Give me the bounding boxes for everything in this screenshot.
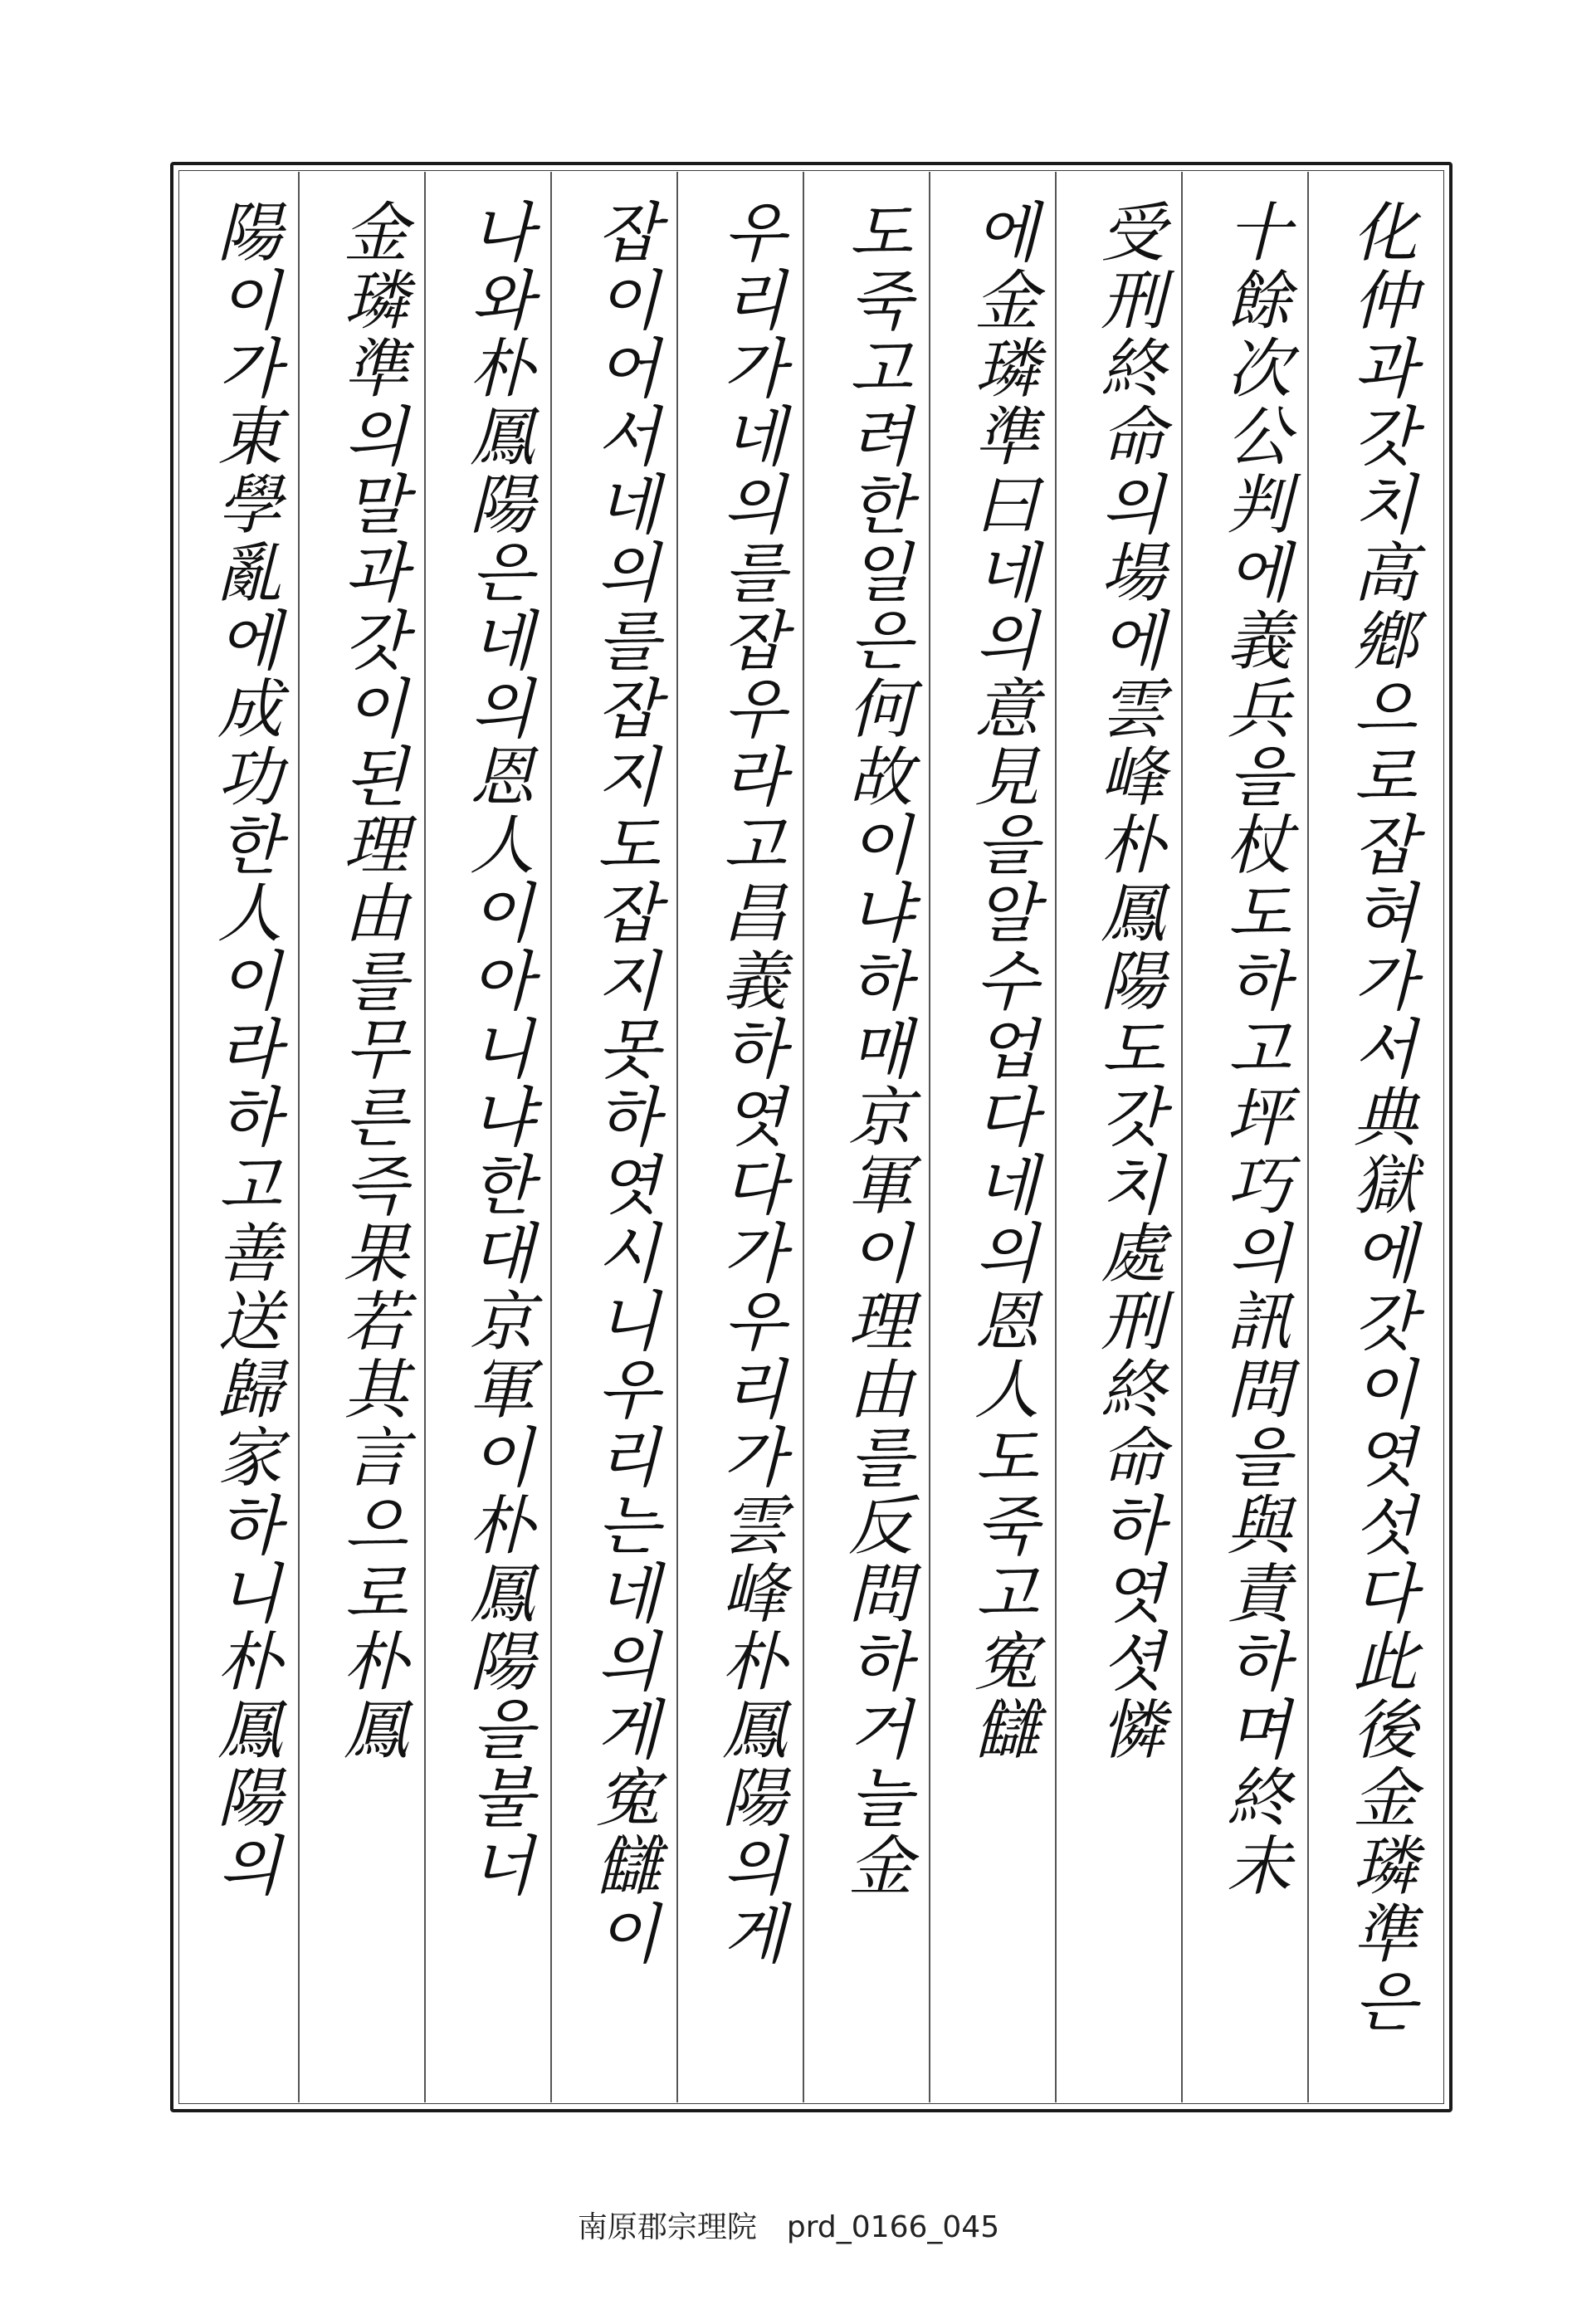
column-rule xyxy=(1307,172,1309,2102)
manuscript-column-3: 受刑終命의場에雲峰朴鳳陽도갓치處刑終命하엿셧憐 xyxy=(1090,198,1164,1764)
manuscript-column-5: 도죽고려한일은何故이냐하매京軍이理由를反問하거늘金 xyxy=(837,198,912,1900)
column-rule xyxy=(1181,172,1183,2102)
column-rule xyxy=(550,172,552,2102)
column-rule xyxy=(298,172,300,2102)
manuscript-column-7: 잡이어서네의를잡지도잡지못하엿시니우리는네의게寃讎이 xyxy=(585,198,660,1968)
column-rule xyxy=(676,172,678,2102)
manuscript-frame xyxy=(170,162,1452,2112)
column-rule xyxy=(803,172,804,2102)
manuscript-column-8: 나와朴鳳陽은네의恩人이아니냐한대京軍이朴鳳陽을불너 xyxy=(459,198,534,1900)
page-caption: 南原郡宗理院 prd_0166_045 xyxy=(577,2210,1000,2244)
manuscript-column-6: 우리가네의를잡우라고昌義하엿다가우리가雲峰朴鳳陽의게 xyxy=(711,198,786,1968)
manuscript-column-9: 金璘準의말과갓이된理由를무른즉果若其言으로朴鳳 xyxy=(333,198,408,1764)
column-rule xyxy=(424,172,426,2102)
column-rule xyxy=(1055,172,1057,2102)
manuscript-column-10: 陽이가東學亂에成功한人이라하고善送歸家하니朴鳳陽의 xyxy=(207,198,281,1900)
manuscript-column-4: 에金璘準曰네의意見을알수업다네의恩人도죽고寃讎 xyxy=(964,198,1038,1764)
manuscript-column-2: 十餘次公判에義兵을杖도하고坪巧의訊問을與責하며終未 xyxy=(1216,198,1291,1900)
manuscript-column-1: 化仲과갓치高鄕으로잡혀가서典獄에갓이엿섯다此後金璘準은 xyxy=(1342,198,1417,2036)
column-rule xyxy=(929,172,930,2102)
